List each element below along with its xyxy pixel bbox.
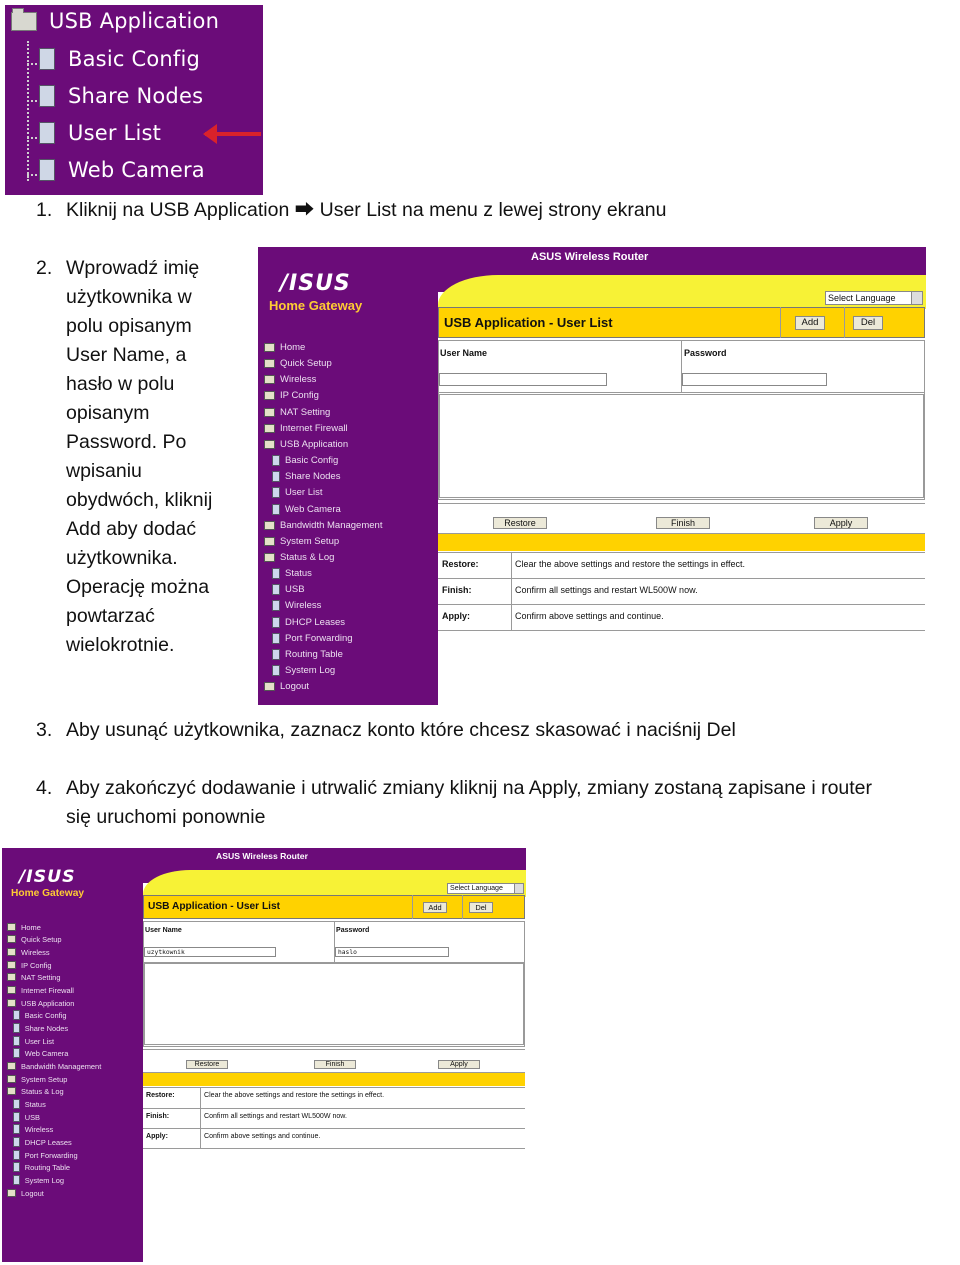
sidebar-nav-label: Bandwidth Management xyxy=(21,1061,102,1071)
document-icon xyxy=(13,1124,20,1133)
folder-icon xyxy=(7,948,16,955)
sidebar-nav-item[interactable] xyxy=(7,1061,101,1071)
document-icon xyxy=(272,665,280,676)
user-list-box[interactable] xyxy=(144,963,524,1045)
step-2-line: hasło w polu xyxy=(66,373,175,395)
sidebar-nav-label: User List xyxy=(285,487,323,498)
page-heading: USB Application - User List xyxy=(444,315,613,330)
separator xyxy=(462,895,463,919)
chevron-down-icon xyxy=(911,292,922,304)
step-2-line: Add aby dodać xyxy=(66,518,197,540)
step-2-line: Password. Po xyxy=(66,431,187,453)
help-label: Apply: xyxy=(442,611,470,621)
document-icon xyxy=(39,122,55,144)
step-number: 1. xyxy=(36,199,53,221)
step-2-line: wielokrotnie. xyxy=(66,634,175,656)
finish-button[interactable]: Finish xyxy=(314,1060,356,1069)
sidebar-nav-item[interactable] xyxy=(272,470,340,483)
sidebar-nav-label: Web Camera xyxy=(24,1048,69,1058)
help-text: Confirm all settings and restart WL500W now. xyxy=(515,585,698,595)
folder-icon xyxy=(7,961,16,968)
folder-icon xyxy=(264,408,275,417)
sidebar-nav-item[interactable] xyxy=(13,1023,68,1033)
document-icon xyxy=(39,48,55,70)
apply-button[interactable]: Apply xyxy=(814,517,868,529)
restore-button[interactable]: Restore xyxy=(186,1060,228,1069)
sidebar-nav-item[interactable] xyxy=(272,616,345,629)
help-text: Clear the above settings and restore the settings in effect. xyxy=(204,1092,385,1099)
step-2-line: powtarzać xyxy=(66,605,155,627)
menu-item-label: Share Nodes xyxy=(68,84,204,108)
step-2-line: opisanym xyxy=(66,402,150,424)
sidebar-nav-item[interactable] xyxy=(272,454,338,467)
separator xyxy=(511,552,512,630)
sidebar-nav-item[interactable] xyxy=(272,599,321,612)
sidebar-nav-item[interactable] xyxy=(264,406,330,419)
sidebar-nav-item[interactable] xyxy=(272,486,322,499)
step-number: 3. xyxy=(36,719,53,741)
asus-logo: /ISUS xyxy=(19,867,76,887)
sidebar-nav-label: Port Forwarding xyxy=(24,1150,78,1160)
sidebar-nav-label: USB Application xyxy=(21,998,75,1008)
help-text: Confirm above settings and continue. xyxy=(515,611,664,621)
sidebar-nav-label: Status xyxy=(24,1099,46,1109)
step-number: 2. xyxy=(36,257,53,279)
sidebar-nav-label: Status & Log xyxy=(280,552,335,563)
document-icon xyxy=(13,1162,20,1171)
folder-icon xyxy=(7,1075,16,1082)
sidebar-nav-label: NAT Setting xyxy=(21,972,61,982)
select-language-dropdown[interactable] xyxy=(447,883,524,894)
document-icon xyxy=(13,1137,20,1146)
router-yellow-strip xyxy=(143,1073,525,1086)
folder-icon xyxy=(11,12,37,31)
user-list-box[interactable] xyxy=(439,394,924,498)
brand-subtitle: Home Gateway xyxy=(269,298,363,313)
step-2-line: wpisaniu xyxy=(66,460,142,482)
restore-button[interactable]: Restore xyxy=(493,517,547,529)
step-2-line: użytkownika w xyxy=(66,286,192,308)
sidebar-nav-label: Home xyxy=(21,922,41,932)
step-2-text xyxy=(66,254,256,660)
menu-item-label: USB Application xyxy=(49,9,220,33)
folder-icon xyxy=(264,375,275,384)
password-label: Password xyxy=(684,348,727,358)
help-text: Clear the above settings and restore the settings in effect. xyxy=(515,559,745,569)
select-language-label: Select Language xyxy=(450,885,503,892)
sidebar-nav-item[interactable] xyxy=(272,632,353,645)
sidebar-nav-label: System Setup xyxy=(21,1074,68,1084)
sidebar-nav-label: USB xyxy=(24,1112,40,1122)
help-label: Finish: xyxy=(146,1113,170,1120)
user-name-input[interactable] xyxy=(439,373,607,386)
sidebar-nav-label: Home xyxy=(280,342,306,353)
document-icon xyxy=(272,649,280,660)
document-icon xyxy=(13,1175,20,1184)
sidebar-nav-label: Port Forwarding xyxy=(285,633,353,644)
document-icon xyxy=(272,584,280,595)
sidebar-nav-item[interactable] xyxy=(7,922,41,932)
router-screenshot-filled xyxy=(2,848,526,1262)
help-label: Apply: xyxy=(146,1133,168,1140)
tree-line xyxy=(27,174,37,176)
separator xyxy=(200,1087,201,1148)
sidebar-nav-label: Routing Table xyxy=(285,649,343,660)
folder-icon xyxy=(7,1087,16,1094)
usb-application-menu-screenshot xyxy=(5,5,263,195)
asus-logo: /ISUS xyxy=(280,271,351,296)
sidebar-nav-item[interactable] xyxy=(264,357,332,370)
sidebar-nav-label: System Setup xyxy=(280,536,340,547)
sidebar-nav-item[interactable] xyxy=(13,1162,70,1172)
apply-button[interactable]: Apply xyxy=(438,1060,480,1069)
sidebar-nav-item[interactable] xyxy=(13,1036,54,1046)
separator xyxy=(143,1049,525,1050)
sidebar-nav-item[interactable] xyxy=(264,438,348,451)
sidebar-nav-label: Share Nodes xyxy=(24,1023,69,1033)
sidebar-nav-item[interactable] xyxy=(264,535,339,548)
sidebar-nav-label: Status & Log xyxy=(21,1086,64,1096)
folder-icon xyxy=(7,999,16,1006)
sidebar-nav-item[interactable] xyxy=(13,1112,40,1122)
folder-icon xyxy=(7,973,16,980)
document-icon xyxy=(13,1048,20,1057)
document-icon xyxy=(13,1150,20,1159)
sidebar-nav-item[interactable] xyxy=(7,1188,44,1198)
select-language-dropdown[interactable] xyxy=(825,291,923,305)
sidebar-nav-item[interactable] xyxy=(264,373,316,386)
help-label: Restore: xyxy=(146,1092,175,1099)
folder-icon xyxy=(7,935,16,942)
sidebar-nav-label: Quick Setup xyxy=(280,358,332,369)
router-title: ASUS Wireless Router xyxy=(531,251,649,263)
document-icon xyxy=(13,1112,20,1121)
sidebar-nav-label: IP Config xyxy=(280,390,319,401)
sidebar-nav-item[interactable] xyxy=(264,519,382,532)
sidebar-nav-item[interactable] xyxy=(7,985,74,995)
sidebar-nav-item[interactable] xyxy=(13,1175,64,1185)
folder-icon xyxy=(7,986,16,993)
document-icon xyxy=(272,455,280,466)
sidebar-nav-label: Status xyxy=(285,568,312,579)
sidebar-nav-item[interactable] xyxy=(13,1010,66,1020)
sidebar-nav-label: User List xyxy=(24,1036,55,1046)
separator xyxy=(412,895,413,919)
separator xyxy=(438,630,925,631)
folder-icon xyxy=(7,1062,16,1069)
sidebar-nav-item[interactable] xyxy=(13,1099,46,1109)
sidebar-nav-label: Web Camera xyxy=(285,504,341,515)
sidebar-nav-label: Share Nodes xyxy=(285,471,341,482)
step-2-line: Operację można xyxy=(66,576,210,598)
step-2-line: polu opisanym xyxy=(66,315,192,337)
tree-line xyxy=(27,41,29,181)
sidebar-nav-item[interactable] xyxy=(13,1048,68,1058)
sidebar-nav-label: Logout xyxy=(21,1188,44,1198)
sidebar-nav-label: Quick Setup xyxy=(21,934,62,944)
folder-icon xyxy=(264,553,275,562)
help-text: Confirm above settings and continue. xyxy=(204,1133,321,1140)
document-icon xyxy=(39,159,55,181)
sidebar-nav-item[interactable] xyxy=(264,551,334,564)
step-2-line: Wprowadź imię xyxy=(66,257,200,279)
step-4-text: Aby zakończyć dodawanie i utrwalić zmiany kliknij na Apply, zmiany zostaną zapisane i router xyxy=(66,777,873,799)
sidebar-nav-label: Routing Table xyxy=(24,1162,71,1172)
sidebar-nav-item[interactable] xyxy=(7,998,74,1008)
password-label: Password xyxy=(336,927,370,934)
folder-icon xyxy=(264,521,275,530)
brand-subtitle: Home Gateway xyxy=(11,888,85,899)
finish-button[interactable]: Finish xyxy=(656,517,710,529)
folder-icon xyxy=(264,440,275,449)
router-screenshot-empty xyxy=(258,247,926,705)
document-icon xyxy=(272,617,280,628)
folder-icon xyxy=(264,391,275,400)
sidebar-nav-item[interactable] xyxy=(7,934,62,944)
red-arrow-icon xyxy=(205,132,261,136)
user-name-label: User Name xyxy=(440,348,488,358)
sidebar-nav-label: Internet Firewall xyxy=(21,985,74,995)
sidebar-nav-item[interactable] xyxy=(13,1150,78,1160)
document-icon xyxy=(272,504,280,515)
sidebar-nav-label: DHCP Leases xyxy=(285,617,346,628)
separator xyxy=(143,1148,525,1149)
folder-icon xyxy=(264,424,275,433)
del-button[interactable]: Del xyxy=(469,902,493,913)
password-input[interactable]: haslo xyxy=(335,947,449,957)
sidebar-nav-label: IP Config xyxy=(21,960,52,970)
document-icon xyxy=(272,471,280,482)
sidebar-nav-label: System Log xyxy=(24,1175,64,1185)
step-3-text: Aby usunąć użytkownika, zaznacz konto które chcesz skasować i naciśnij Del xyxy=(66,719,736,741)
menu-item-basic-config[interactable] xyxy=(39,47,200,71)
folder-icon xyxy=(264,343,275,352)
sidebar-nav-item[interactable] xyxy=(13,1124,53,1134)
router-yellow-strip xyxy=(438,534,925,551)
step-1-text: Kliknij na USB Application ⮕ User List na menu z lewej strony ekranu xyxy=(66,199,667,221)
separator xyxy=(438,392,925,393)
add-button[interactable]: Add xyxy=(795,316,825,330)
user-name-label: User Name xyxy=(145,927,182,934)
folder-icon xyxy=(7,1189,16,1196)
step-number: 4. xyxy=(36,777,53,799)
chevron-down-icon xyxy=(514,884,523,893)
sidebar-nav-item[interactable] xyxy=(264,341,305,354)
document-icon xyxy=(39,85,55,107)
step-2-line: obydwóch, kliknij xyxy=(66,489,213,511)
sidebar-nav-item[interactable] xyxy=(264,422,348,435)
sidebar-nav-item[interactable] xyxy=(7,972,60,982)
step-2-line: User Name, a xyxy=(66,344,187,366)
folder-icon xyxy=(264,682,275,691)
router-title: ASUS Wireless Router xyxy=(216,851,308,861)
password-input[interactable] xyxy=(682,373,827,386)
document-icon xyxy=(13,1036,20,1045)
sidebar-nav-label: Wireless xyxy=(285,600,322,611)
page-heading: USB Application - User List xyxy=(148,901,281,912)
sidebar-nav-label: Basic Config xyxy=(24,1010,67,1020)
sidebar-nav-item[interactable] xyxy=(272,664,335,677)
sidebar-nav-label: Wireless xyxy=(24,1124,54,1134)
document-icon xyxy=(13,1023,20,1032)
sidebar-nav-label: Wireless xyxy=(280,374,317,385)
folder-icon xyxy=(264,359,275,368)
help-label: Restore: xyxy=(442,559,479,569)
tree-line xyxy=(27,63,37,65)
separator xyxy=(844,307,845,338)
document-icon xyxy=(272,633,280,644)
separator xyxy=(780,307,781,338)
menu-item-label: Web Camera xyxy=(68,158,205,182)
add-button[interactable]: Add xyxy=(423,902,447,913)
tree-line xyxy=(27,137,37,139)
menu-item-label: Basic Config xyxy=(68,47,201,71)
sidebar-nav-label: NAT Setting xyxy=(280,407,331,418)
sidebar-nav-label: Logout xyxy=(280,681,310,692)
sidebar-nav-label: Bandwidth Management xyxy=(280,520,383,531)
step-2-line: użytkownika. xyxy=(66,547,178,569)
sidebar-nav-item[interactable] xyxy=(7,960,52,970)
user-name-input[interactable]: uzytkownik xyxy=(144,947,276,957)
folder-icon xyxy=(7,923,16,930)
menu-item-usb-application[interactable] xyxy=(11,9,219,33)
step-4-text-cont: się uruchomi ponownie xyxy=(66,806,266,828)
sidebar-nav-item[interactable] xyxy=(272,583,305,596)
help-label: Finish: xyxy=(442,585,472,595)
document-icon xyxy=(13,1099,20,1108)
sidebar-nav-item[interactable] xyxy=(7,1086,64,1096)
sidebar-nav-label: Wireless xyxy=(21,947,50,957)
folder-icon xyxy=(264,537,275,546)
sidebar-nav-label: USB xyxy=(285,584,305,595)
sidebar-nav-item[interactable] xyxy=(7,1074,67,1084)
sidebar-nav-label: System Log xyxy=(285,665,336,676)
document-icon xyxy=(272,487,280,498)
sidebar-nav-label: Internet Firewall xyxy=(280,423,348,434)
sidebar-nav-label: USB Application xyxy=(280,439,349,450)
menu-item-label: User List xyxy=(68,121,162,145)
menu-item-web-camera[interactable] xyxy=(39,158,205,182)
sidebar-nav-item[interactable] xyxy=(272,648,343,661)
sidebar-nav-item[interactable] xyxy=(272,503,341,516)
document-icon xyxy=(13,1010,20,1019)
sidebar-nav-label: DHCP Leases xyxy=(24,1137,72,1147)
sidebar-nav-item[interactable] xyxy=(7,947,50,957)
document-icon xyxy=(272,600,280,611)
sidebar-nav-item[interactable] xyxy=(264,389,319,402)
sidebar-nav-label: Basic Config xyxy=(285,455,339,466)
tree-line xyxy=(27,100,37,102)
help-text: Confirm all settings and restart WL500W now. xyxy=(204,1113,347,1120)
separator xyxy=(438,503,925,504)
select-language-label: Select Language xyxy=(828,293,896,303)
sidebar-nav-item[interactable] xyxy=(13,1137,72,1147)
menu-item-share-nodes[interactable] xyxy=(39,84,203,108)
sidebar-nav-item[interactable] xyxy=(264,680,309,693)
menu-item-user-list[interactable] xyxy=(39,121,161,145)
del-button[interactable]: Del xyxy=(853,316,883,330)
sidebar-nav-item[interactable] xyxy=(272,567,312,580)
document-icon xyxy=(272,568,280,579)
